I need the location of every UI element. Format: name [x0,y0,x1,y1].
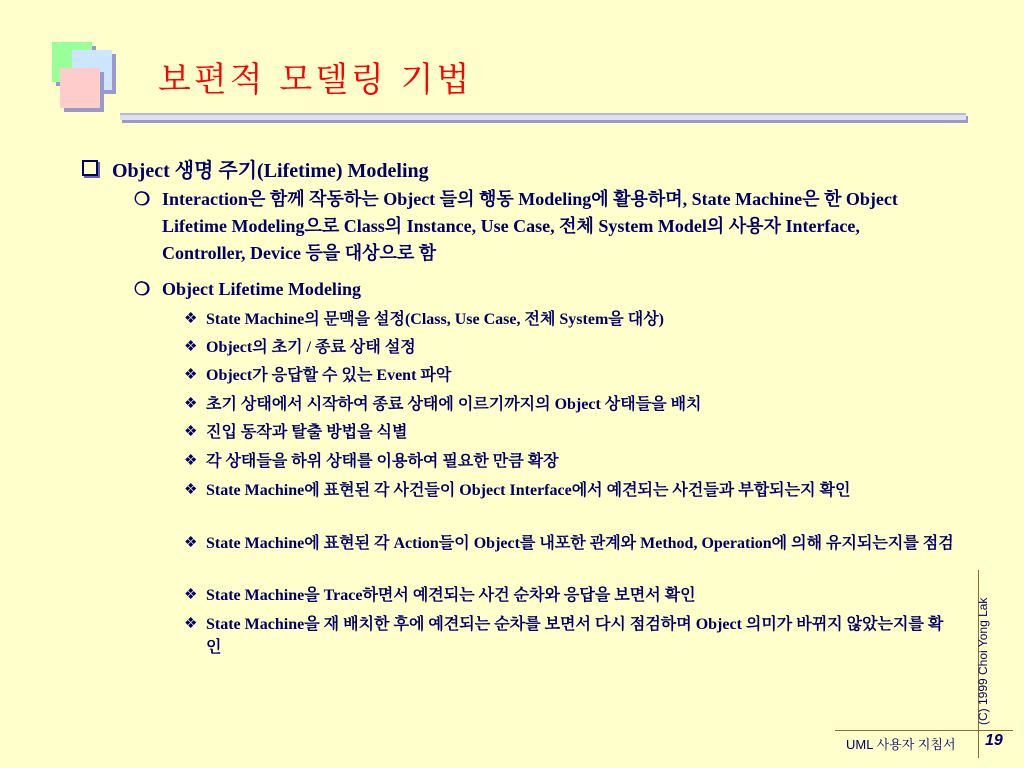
list-item-text: State Machine을 재 배치한 후에 예견되는 순차를 보면서 다시 점검하며 Object 의미가 바뀌지 않았는지를 확인 [206,616,944,656]
list-item-text: 초기 상태에서 시작하여 종료 상태에 이르기까지의 Object 상태들을 배치 [206,396,702,413]
footer-horizontal-rule [835,730,1013,731]
list-item-text: State Machine을 Trace하면서 예견되는 사건 순차와 응답을 보면서 확인 [206,587,696,604]
list-item-text: Interaction은 함께 작동하는 Object 들의 행동 Modeling에 활용하며, State Machine은 한 Object Lifetime Modeling으로 Class의 Instance, Use Case, 전체 System Model의 사용자 Interface, Controller, Device 등을 대상으로 함 [162,189,898,263]
diamond-bullet-icon: ❖ [184,616,198,632]
diamond-bullet-icon: ❖ [184,367,198,383]
diamond-bullet-icon: ❖ [184,311,198,327]
title-divider [120,113,966,120]
list-item-text: 진입 동작과 탈출 방법을 식별 [206,424,408,441]
list-item-level3 [184,336,954,359]
footer-caption: UML 사용자 지침서 [846,737,956,752]
circle-bullet-icon: ❍ [134,189,151,209]
logo-square-pink [60,68,100,108]
diamond-bullet-icon: ❖ [184,396,198,412]
copyright-vertical [976,575,996,725]
list-item-level3 [184,479,954,502]
diamond-bullet-icon: ❖ [184,482,198,498]
list-item-level3 [184,393,954,416]
diamond-bullet-icon: ❖ [184,587,198,603]
diamond-bullet-icon: ❖ [184,453,198,469]
diamond-bullet-icon: ❖ [184,424,198,440]
list-item-text: State Machine의 문맥을 설정(Class, Use Case, 전체 System을 대상) [206,311,664,328]
list-item-text: 각 상태들을 하위 상태를 이용하여 필요한 만큼 확장 [206,453,559,470]
diamond-bullet-icon: ❖ [184,535,198,551]
list-item-level2 [134,186,934,267]
list-item-level3 [184,584,954,607]
list-item-level3 [184,450,954,473]
copyright-text: (C) 1999 Choi Yong Lak [976,597,990,725]
logo-squares [52,42,126,116]
heading-text: Object 생명 주기(Lifetime) Modeling [112,160,429,182]
list-item-text: Object Lifetime Modeling [162,279,361,299]
list-item-text: Object가 응답할 수 있는 Event 파악 [206,367,452,384]
list-item-text: State Machine에 표현된 각 사건들이 Object Interface에서 예견되는 사건들과 부합되는지 확인 [206,482,851,499]
slide-title: 보편적 모델링 기법 [158,60,473,100]
list-item-text: Object의 초기 / 종료 상태 설정 [206,339,416,356]
list-item-level3 [184,421,954,444]
page-number: 19 [985,732,1003,749]
circle-bullet-icon: ❍ [134,279,151,299]
list-item-text: State Machine에 표현된 각 Action들이 Object를 내포한 관계와 Method, Operation에 의해 유지되는지를 점검 [206,535,954,552]
list-item-level3 [184,308,954,331]
heading-item [82,154,429,183]
list-item-level2 [134,276,934,303]
diamond-bullet-icon: ❖ [184,339,198,355]
list-item-level3 [184,613,954,659]
square-bullet-icon [82,160,98,176]
list-item-level3 [184,364,954,387]
list-item-level3 [184,532,954,555]
